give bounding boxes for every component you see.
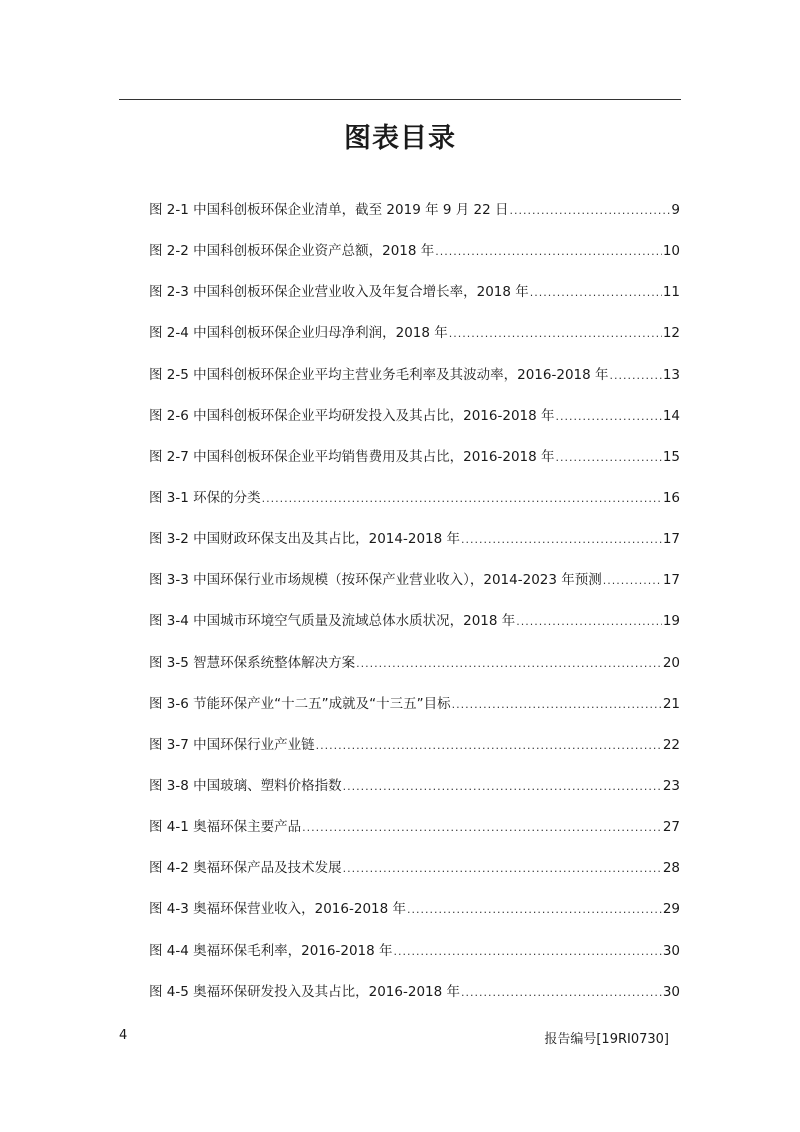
toc-entry-page: 23 xyxy=(662,777,680,794)
toc-entry-page: 12 xyxy=(662,325,680,342)
toc-entry-label: 图 3-3 中国环保行业市场规模（按环保产业营业收入），2014-2023 年预测 xyxy=(149,572,602,589)
toc-entry-page: 30 xyxy=(662,942,680,959)
toc-entry-label: 图 4-3 奥福环保营业收入，2016-2018 年 xyxy=(149,901,407,918)
toc-entry-page: 19 xyxy=(662,613,680,630)
dot-leader xyxy=(516,615,662,628)
toc-entry[interactable] xyxy=(149,486,680,506)
toc-entry[interactable] xyxy=(149,856,680,876)
toc-entry-label: 图 3-4 中国城市环境空气质量及流域总体水质状况，2018 年 xyxy=(149,613,516,630)
toc-entry-label: 图 4-2 奥福环保产品及技术发展 xyxy=(149,860,342,877)
dot-leader xyxy=(343,862,662,875)
dot-leader xyxy=(435,245,662,258)
dot-leader xyxy=(603,574,662,587)
page-title: 图表目录 xyxy=(344,123,456,154)
toc-entry-page: 21 xyxy=(662,695,680,712)
toc-entry[interactable] xyxy=(149,774,680,794)
toc-entry[interactable] xyxy=(149,651,680,671)
footer-page-number: 4 xyxy=(119,1028,128,1043)
dot-leader xyxy=(302,821,662,834)
dot-leader xyxy=(556,410,662,423)
toc-entry-label: 图 3-1 环保的分类 xyxy=(149,489,261,506)
toc-entry-label: 图 3-8 中国玻璃、塑料价格指数 xyxy=(149,777,342,794)
dot-leader xyxy=(610,369,662,382)
toc-entry[interactable] xyxy=(149,692,680,712)
toc-entry[interactable] xyxy=(149,363,680,383)
dot-leader xyxy=(556,451,662,464)
toc-entry-page: 28 xyxy=(662,860,680,877)
toc-entry[interactable] xyxy=(149,527,680,547)
toc-entry-label: 图 3-7 中国环保行业产业链 xyxy=(149,736,315,753)
toc-entry-label: 图 3-2 中国财政环保支出及其占比，2014-2018 年 xyxy=(149,531,461,548)
dot-leader xyxy=(356,657,662,670)
toc-entry-page: 22 xyxy=(662,736,680,753)
dot-leader xyxy=(510,204,671,217)
dot-leader xyxy=(407,903,662,916)
toc-entry-page: 15 xyxy=(662,448,680,465)
toc-entry-label: 图 2-2 中国科创板环保企业资产总额，2018 年 xyxy=(149,243,435,260)
toc-entry-page: 17 xyxy=(662,531,680,548)
toc-entry[interactable] xyxy=(149,939,680,959)
toc-entry-page: 16 xyxy=(662,489,680,506)
toc-entry[interactable] xyxy=(149,980,680,1000)
toc-entry-label: 图 4-4 奥福环保毛利率，2016-2018 年 xyxy=(149,942,393,959)
toc-entry-page: 27 xyxy=(662,819,680,836)
toc-entry[interactable] xyxy=(149,609,680,629)
toc-entry-label: 图 2-7 中国科创板环保企业平均销售费用及其占比，2016-2018 年 xyxy=(149,448,555,465)
toc-entry[interactable] xyxy=(149,815,680,835)
dot-leader xyxy=(449,327,662,340)
table-of-figures xyxy=(149,198,680,1021)
toc-entry-label: 图 2-5 中国科创板环保企业平均主营业务毛利率及其波动率，2016-2018 年 xyxy=(149,366,609,383)
dot-leader xyxy=(461,986,662,999)
dot-leader xyxy=(530,286,662,299)
toc-entry-label: 图 3-6 节能环保产业“十二五”成就及“十三五”目标 xyxy=(149,695,451,712)
toc-entry-page: 13 xyxy=(662,366,680,383)
toc-entry[interactable] xyxy=(149,321,680,341)
dot-leader xyxy=(316,739,662,752)
toc-entry-page: 9 xyxy=(671,202,680,218)
dot-leader xyxy=(262,492,662,505)
toc-entry[interactable] xyxy=(149,733,680,753)
toc-entry-label: 图 3-5 智慧环保系统整体解决方案 xyxy=(149,654,356,671)
footer-report-number: 报告编号[19RI0730] xyxy=(544,1032,669,1047)
toc-entry-page: 14 xyxy=(662,407,680,424)
dot-leader xyxy=(461,533,662,546)
toc-entry[interactable] xyxy=(149,198,680,218)
toc-entry-label: 图 2-6 中国科创板环保企业平均研发投入及其占比，2016-2018 年 xyxy=(149,407,555,424)
toc-entry-page: 10 xyxy=(662,243,680,260)
toc-entry-page: 17 xyxy=(662,572,680,589)
toc-entry-page: 11 xyxy=(662,284,680,301)
toc-entry-label: 图 4-5 奥福环保研发投入及其占比，2016-2018 年 xyxy=(149,983,461,1000)
toc-entry-page: 30 xyxy=(662,983,680,1000)
toc-entry-label: 图 2-1 中国科创板环保企业清单，截至 2019 年 9 月 22 日 xyxy=(149,202,509,218)
toc-entry[interactable] xyxy=(149,404,680,424)
toc-entry-label: 图 4-1 奥福环保主要产品 xyxy=(149,819,302,836)
toc-entry[interactable] xyxy=(149,568,680,588)
toc-entry[interactable] xyxy=(149,897,680,917)
toc-entry[interactable] xyxy=(149,445,680,465)
header-rule xyxy=(119,99,681,100)
toc-entry[interactable] xyxy=(149,239,680,259)
toc-entry-page: 29 xyxy=(662,901,680,918)
toc-entry-label: 图 2-3 中国科创板环保企业营业收入及年复合增长率，2018 年 xyxy=(149,284,529,301)
toc-entry-label: 图 2-4 中国科创板环保企业归母净利润，2018 年 xyxy=(149,325,448,342)
dot-leader xyxy=(394,945,662,958)
toc-entry-page: 20 xyxy=(662,654,680,671)
dot-leader xyxy=(343,780,662,793)
dot-leader xyxy=(452,698,662,711)
toc-entry[interactable] xyxy=(149,280,680,300)
